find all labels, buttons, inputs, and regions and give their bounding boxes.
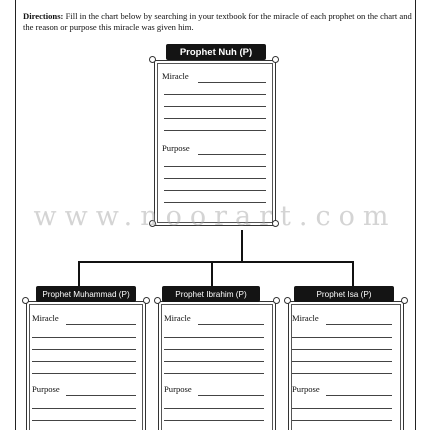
- answer-line: [292, 373, 392, 374]
- answer-line: [292, 361, 392, 362]
- answer-line: [32, 408, 136, 409]
- answer-line: [292, 420, 392, 421]
- answer-line: [32, 373, 136, 374]
- miracle-label: Miracle: [292, 313, 319, 323]
- answer-line: [292, 408, 392, 409]
- answer-line: [164, 420, 264, 421]
- card-title: Prophet Nuh (P): [166, 44, 266, 60]
- card-prophet-muhammad: [26, 286, 146, 430]
- answer-line: [198, 154, 266, 155]
- scroll-curl-icon: [22, 297, 29, 304]
- answer-line: [32, 349, 136, 350]
- purpose-label: Purpose: [32, 384, 60, 394]
- answer-line: [164, 202, 266, 203]
- answer-line: [164, 373, 264, 374]
- watermark-text: www.noorart.com: [33, 201, 397, 232]
- card-title: Prophet Ibrahim (P): [162, 286, 260, 302]
- answer-line: [32, 420, 136, 421]
- answer-line: [164, 190, 266, 191]
- purpose-label: Purpose: [292, 384, 320, 394]
- purpose-label: Purpose: [164, 384, 192, 394]
- scroll-curl-icon: [272, 56, 279, 63]
- answer-line: [292, 349, 392, 350]
- page-border-left: [15, 0, 16, 430]
- scroll-curl-icon: [154, 297, 161, 304]
- card-title: Prophet Isa (P): [294, 286, 394, 302]
- miracle-label: Miracle: [32, 313, 59, 323]
- card-prophet-ibrahim: [158, 286, 276, 430]
- connector-left: [78, 261, 80, 286]
- answer-line: [164, 178, 266, 179]
- answer-line: [32, 361, 136, 362]
- card-title: Prophet Muhammad (P): [36, 286, 136, 302]
- answer-line: [164, 130, 266, 131]
- miracle-label: Miracle: [162, 71, 189, 81]
- scroll-curl-icon: [272, 220, 279, 227]
- answer-line: [164, 337, 264, 338]
- answer-line: [164, 361, 264, 362]
- answer-line: [198, 324, 264, 325]
- answer-line: [198, 395, 264, 396]
- answer-line: [198, 82, 266, 83]
- answer-line: [164, 118, 266, 119]
- answer-line: [292, 337, 392, 338]
- purpose-label: Purpose: [162, 143, 190, 153]
- scroll-curl-icon: [149, 56, 156, 63]
- answer-line: [164, 106, 266, 107]
- page-border-right: [415, 0, 416, 430]
- directions-body: Fill in the chart below by searching in your textbook for the miracle of each prophet on the chart and the reason or purpose this miracle was given him.: [23, 11, 412, 32]
- answer-line: [164, 94, 266, 95]
- answer-line: [326, 324, 392, 325]
- connector-trunk: [241, 230, 243, 262]
- scroll-curl-icon: [143, 297, 150, 304]
- scroll-curl-icon: [273, 297, 280, 304]
- scroll-curl-icon: [401, 297, 408, 304]
- answer-line: [164, 349, 264, 350]
- connector-bar: [78, 261, 354, 263]
- scroll-curl-icon: [284, 297, 291, 304]
- card-prophet-nuh: [152, 44, 278, 232]
- answer-line: [164, 166, 266, 167]
- answer-line: [66, 395, 136, 396]
- miracle-label: Miracle: [164, 313, 191, 323]
- card-prophet-isa: [288, 286, 404, 430]
- directions-text: [23, 11, 413, 33]
- connector-right: [352, 261, 354, 286]
- connector-center: [211, 261, 213, 286]
- answer-line: [326, 395, 392, 396]
- answer-line: [32, 337, 136, 338]
- answer-line: [66, 324, 136, 325]
- scroll-curl-icon: [149, 220, 156, 227]
- answer-line: [164, 408, 264, 409]
- directions-lead: Directions:: [23, 11, 64, 21]
